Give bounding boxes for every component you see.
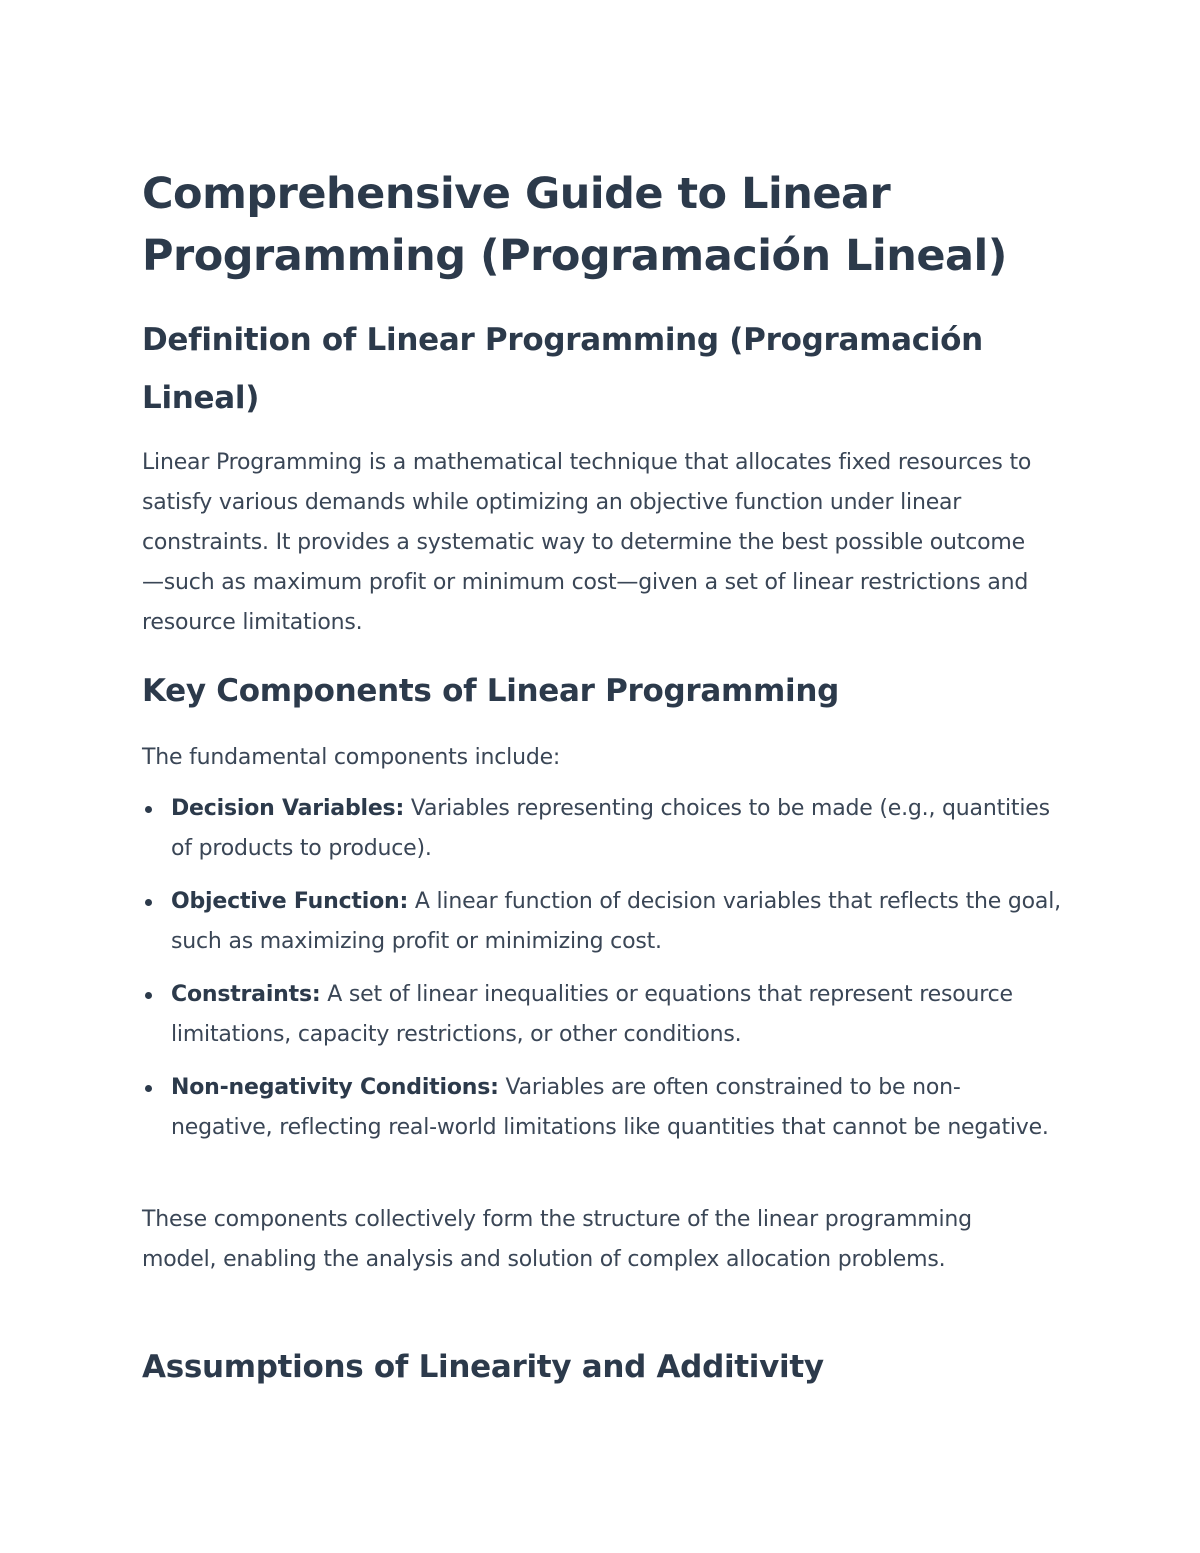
definition-heading: Definition of Linear Programming (Programación Lineal) — [142, 322, 983, 416]
components-summary: These components collectively form the structure of the linear programming model, enabling the analysis and solution of complex allocation problems. — [142, 1207, 972, 1272]
list-item — [142, 789, 1062, 869]
list-item-text: A linear function of decision variables that reflects the goal, such as maximizing profit or minimizing cost. — [171, 889, 1061, 954]
bullet-icon — [145, 1085, 152, 1092]
list-item-term: Non-negativity Conditions: — [171, 1075, 499, 1100]
list-item-text: Variables are often constrained to be non-negative, reflecting real-world limitations like quantities that cannot be negative. — [171, 1075, 1049, 1140]
list-item — [142, 1068, 1062, 1148]
list-item — [142, 975, 1062, 1055]
list-item-term: Decision Variables: — [171, 796, 405, 821]
components-heading: Key Components of Linear Programming — [142, 673, 840, 709]
bullet-icon — [145, 992, 152, 999]
list-item — [142, 882, 1062, 962]
page-title: Comprehensive Guide to Linear Programming (Programación Lineal) — [142, 169, 1007, 281]
bullet-icon — [145, 899, 152, 906]
components-list — [142, 789, 1062, 1161]
list-item-term: Objective Function: — [171, 889, 409, 914]
list-item-text: A set of linear inequalities or equations that represent resource limitations, capacity restrictions, or other conditions. — [171, 982, 1013, 1047]
assumptions-heading: Assumptions of Linearity and Additivity — [142, 1349, 824, 1385]
list-item-text: Variables representing choices to be made (e.g., quantities of products to produce). — [171, 796, 1050, 861]
list-item-term: Constraints: — [171, 982, 321, 1007]
bullet-icon — [145, 806, 152, 813]
components-intro: The fundamental components include: — [142, 745, 561, 770]
definition-paragraph: Linear Programming is a mathematical technique that allocates fixed resources to satisfy various demands while optimizing an objective function under linear constraints. It provides a systematic way to determine the best possible outcome—such as maximum profit or minimum cost—given a set of linear restrictions and resource limitations. — [142, 450, 1032, 635]
